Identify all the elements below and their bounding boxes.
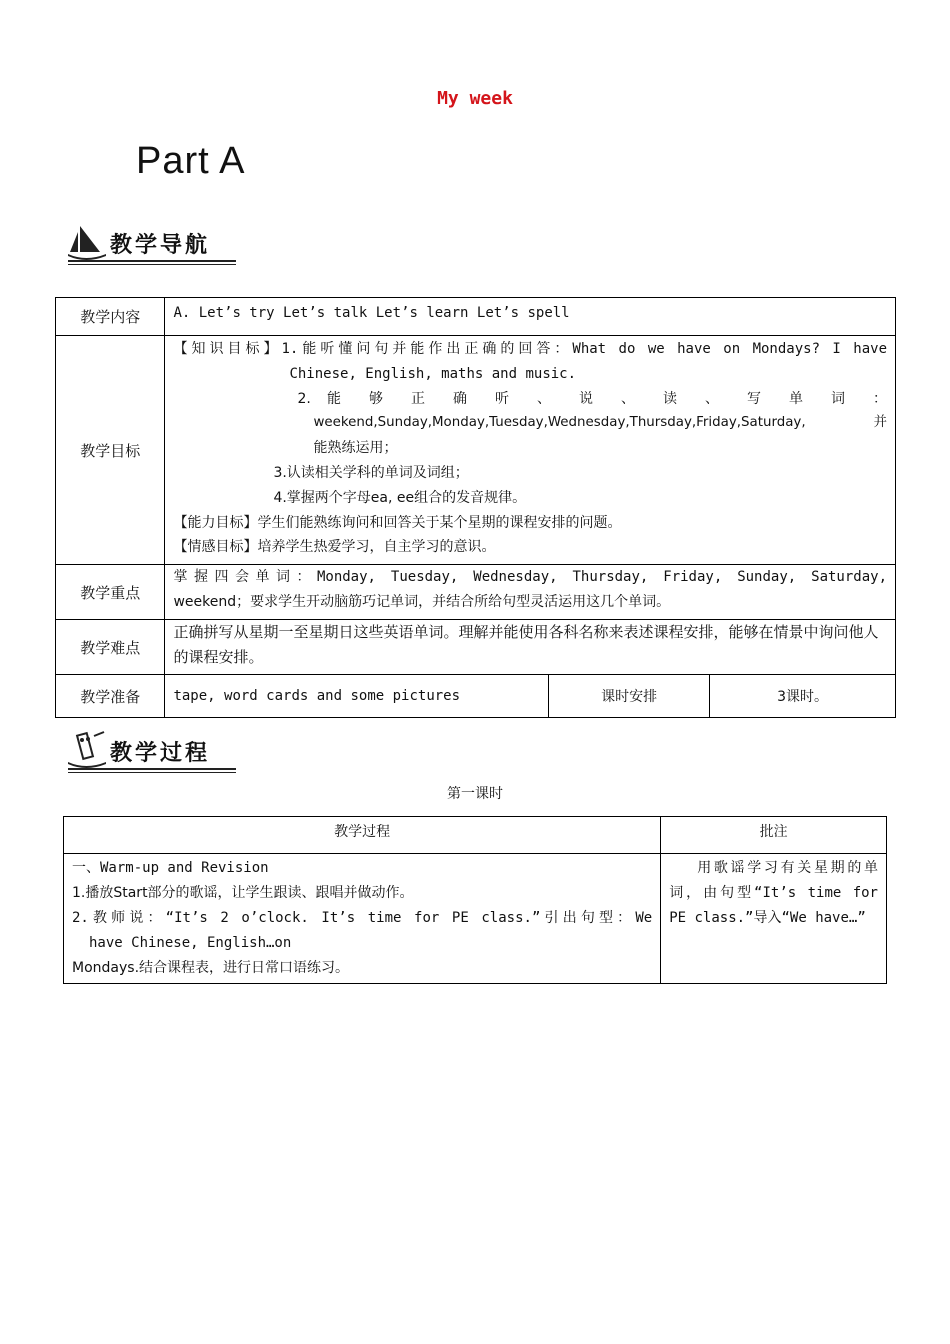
knowledge-goal-1b: Chinese, English, maths and music. <box>289 365 577 382</box>
knowledge-goal-2a: 2. 能 够 正 确 听 、 说 、 读 、 写 单 词 ： <box>297 390 887 407</box>
key-points-cell <box>165 565 896 620</box>
schedule-value: 3课时。 <box>710 675 896 718</box>
process-step-2b: have Chinese, English…on <box>89 935 292 951</box>
prep-value: tape, word cards and some pictures <box>165 675 549 718</box>
difficulty-text: 正确拼写从星期一至星期日这些英语单词。理解并能使用各科名称来表述课程安排，能够在情景中询问他人的课程安排。 <box>165 620 896 675</box>
nav-banner <box>66 222 236 268</box>
content-value: A. Let’s try Let’s talk Let’s learn Let’s spell <box>165 298 896 336</box>
process-note: 用歌谣学习有关星期的单词，由句型“It’s time for PE class.”导入“We have…” <box>661 854 887 984</box>
ability-goal: 【能力目标】学生们能熟练询问和回答关于某个星期的课程安排的问题。 <box>173 514 622 531</box>
sailboat-icon <box>66 222 110 262</box>
key-points-line1: 掌握四会单词：Monday, Tuesday, Wednesday, Thursday, Friday, Sunday, Saturday, <box>173 569 887 586</box>
document-title: My week <box>437 88 513 109</box>
knowledge-goal-4: 4.掌握两个字母ea, ee组合的发音规律。 <box>273 489 527 506</box>
lesson-navigation-table <box>55 297 896 718</box>
content-label: 教学内容 <box>56 298 165 336</box>
process-step-1: 1.播放Start部分的歌谣，让学生跟读、跟唱并做动作。 <box>72 885 414 901</box>
emotion-goal: 【情感目标】培养学生热爱学习，自主学习的意识。 <box>173 539 496 556</box>
process-header: 教学过程 <box>64 817 661 854</box>
process-banner-text: 教学过程 <box>110 741 211 766</box>
goals-label: 教学目标 <box>56 336 165 565</box>
lesson-label: 第一课时 <box>447 786 503 802</box>
knowledge-goal-3: 3.认读相关学科的单词及词组； <box>273 464 469 481</box>
schedule-label: 课时安排 <box>549 675 710 718</box>
knowledge-goal-2b: weekend,Sunday,Monday,Tuesday,Wednesday,Thursday,Friday,Saturday, 并 <box>313 415 887 431</box>
prep-label: 教学准备 <box>56 675 165 718</box>
key-points-line2: weekend；要求学生开动脑筋巧记单词，并结合所给句型灵活运用这几个单词。 <box>173 594 671 611</box>
knowledge-goal-tag: 【知识目标】 <box>173 341 282 357</box>
process-step-2c: Mondays.结合课程表，进行日常口语练习。 <box>72 960 350 976</box>
process-step-2a: 2.教师说：“It’s 2 o’clock. It’s time for PE class.”引出句型：We <box>72 910 653 926</box>
process-steps <box>64 854 661 984</box>
goals-cell <box>165 336 896 565</box>
process-step-heading: 一、Warm-up and Revision <box>72 860 269 876</box>
key-points-label: 教学重点 <box>56 565 165 620</box>
knowledge-goal-2c: 能熟练运用； <box>313 440 398 457</box>
nav-banner-text: 教学导航 <box>110 233 211 258</box>
teaching-process-table <box>63 816 887 984</box>
difficulty-label: 教学难点 <box>56 620 165 675</box>
process-banner <box>66 730 236 776</box>
knowledge-goal-1a: 1.能听懂问句并能作出正确的回答：What do we have on Mondays? I have <box>281 341 888 357</box>
part-title: Part A <box>136 140 246 182</box>
pencil-mascot-icon <box>66 730 110 770</box>
notes-header: 批注 <box>661 817 887 854</box>
